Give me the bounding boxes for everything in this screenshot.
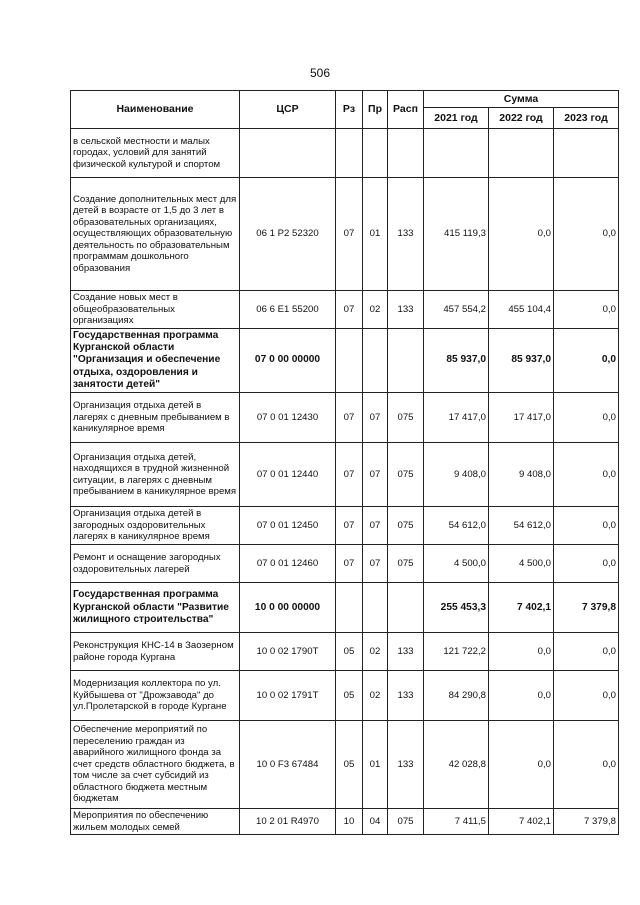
row-rasp bbox=[388, 583, 424, 633]
row-2022: 7 402,1 bbox=[489, 583, 554, 633]
header-csr: ЦСР bbox=[240, 91, 336, 129]
row-name: Создание новых мест в общеобразовательных организациях bbox=[71, 291, 240, 329]
budget-table bbox=[70, 90, 619, 835]
table-row bbox=[71, 443, 619, 507]
row-pr: 01 bbox=[363, 721, 388, 809]
row-pr bbox=[363, 583, 388, 633]
row-2023: 0,0 bbox=[554, 329, 619, 393]
row-2021: 42 028,8 bbox=[424, 721, 489, 809]
row-2021: 84 290,8 bbox=[424, 671, 489, 721]
row-2023: 0,0 bbox=[554, 545, 619, 583]
row-csr: 10 0 02 1791T bbox=[240, 671, 336, 721]
row-2022: 4 500,0 bbox=[489, 545, 554, 583]
row-pr: 01 bbox=[363, 178, 388, 291]
row-pr: 02 bbox=[363, 291, 388, 329]
row-name: Организация отдыха детей в лагерях с дневным пребыванием в каникулярное время bbox=[71, 393, 240, 443]
row-rz: 07 bbox=[336, 507, 363, 545]
row-2021: 7 411,5 bbox=[424, 809, 489, 835]
row-2021: 457 554,2 bbox=[424, 291, 489, 329]
row-2023 bbox=[554, 129, 619, 178]
header-2023: 2023 год bbox=[554, 108, 619, 129]
row-2022: 17 417,0 bbox=[489, 393, 554, 443]
row-name: Реконструкция КНС-14 в Заозерном районе города Кургана bbox=[71, 633, 240, 671]
header-2021: 2021 год bbox=[424, 108, 489, 129]
row-rz: 05 bbox=[336, 671, 363, 721]
row-2021: 4 500,0 bbox=[424, 545, 489, 583]
table-row bbox=[71, 633, 619, 671]
row-csr: 06 6 E1 55200 bbox=[240, 291, 336, 329]
row-csr: 10 0 00 00000 bbox=[240, 583, 336, 633]
row-2021: 54 612,0 bbox=[424, 507, 489, 545]
table-row bbox=[71, 507, 619, 545]
row-2022: 0,0 bbox=[489, 721, 554, 809]
row-pr: 07 bbox=[363, 545, 388, 583]
row-2021 bbox=[424, 129, 489, 178]
row-name: Организация отдыха детей, находящихся в трудной жизненной ситуации, в лагерях с дневным пребыванием в каникулярное время bbox=[71, 443, 240, 507]
row-rasp: 075 bbox=[388, 393, 424, 443]
row-rz: 10 bbox=[336, 809, 363, 835]
row-csr: 10 0 02 1790T bbox=[240, 633, 336, 671]
row-2022: 0,0 bbox=[489, 633, 554, 671]
row-pr: 04 bbox=[363, 809, 388, 835]
row-csr: 10 2 01 R4970 bbox=[240, 809, 336, 835]
row-rasp: 075 bbox=[388, 443, 424, 507]
row-pr: 02 bbox=[363, 633, 388, 671]
row-pr: 02 bbox=[363, 671, 388, 721]
row-2023: 0,0 bbox=[554, 671, 619, 721]
row-pr bbox=[363, 129, 388, 178]
row-pr bbox=[363, 329, 388, 393]
row-2023: 0,0 bbox=[554, 633, 619, 671]
row-2021: 415 119,3 bbox=[424, 178, 489, 291]
row-rasp: 133 bbox=[388, 291, 424, 329]
row-csr bbox=[240, 129, 336, 178]
row-2021: 85 937,0 bbox=[424, 329, 489, 393]
header-name: Наименование bbox=[71, 91, 240, 129]
row-name: Создание дополнительных мест для детей в возрасте от 1,5 до 3 лет в образовательных организациях, осуществляющих образовательную деятельность по образовательным программам дошкольного образования bbox=[71, 178, 240, 291]
row-name: Ремонт и оснащение загородных оздоровительных лагерей bbox=[71, 545, 240, 583]
header-rasp: Расп bbox=[388, 91, 424, 129]
row-name: в сельской местности и малых городах, условий для занятий физической культурой и спортом bbox=[71, 129, 240, 178]
row-rz: 07 bbox=[336, 443, 363, 507]
table-row bbox=[71, 393, 619, 443]
row-2023: 7 379,8 bbox=[554, 583, 619, 633]
table-row bbox=[71, 721, 619, 809]
row-rz bbox=[336, 329, 363, 393]
row-2021: 9 408,0 bbox=[424, 443, 489, 507]
row-2022: 54 612,0 bbox=[489, 507, 554, 545]
table-row bbox=[71, 671, 619, 721]
row-csr: 10 0 F3 67484 bbox=[240, 721, 336, 809]
row-rz: 07 bbox=[336, 545, 363, 583]
row-2022 bbox=[489, 129, 554, 178]
row-rz: 05 bbox=[336, 721, 363, 809]
row-rasp bbox=[388, 129, 424, 178]
row-csr: 07 0 01 12430 bbox=[240, 393, 336, 443]
row-rasp: 133 bbox=[388, 178, 424, 291]
program-row bbox=[71, 583, 619, 633]
row-rasp: 133 bbox=[388, 633, 424, 671]
row-name: Мероприятия по обеспечению жильем молодых семей bbox=[71, 809, 240, 835]
row-pr: 07 bbox=[363, 443, 388, 507]
row-2022: 0,0 bbox=[489, 178, 554, 291]
row-rz bbox=[336, 583, 363, 633]
header-pr: Пр bbox=[363, 91, 388, 129]
row-2023: 0,0 bbox=[554, 507, 619, 545]
row-2021: 121 722,2 bbox=[424, 633, 489, 671]
page-number: 506 bbox=[309, 66, 331, 80]
row-pr: 07 bbox=[363, 507, 388, 545]
row-2023: 0,0 bbox=[554, 291, 619, 329]
row-rasp bbox=[388, 329, 424, 393]
row-rz: 07 bbox=[336, 393, 363, 443]
row-2021: 17 417,0 bbox=[424, 393, 489, 443]
row-csr: 07 0 00 00000 bbox=[240, 329, 336, 393]
row-2022: 455 104,4 bbox=[489, 291, 554, 329]
table-row bbox=[71, 291, 619, 329]
row-name: Организация отдыха детей в загородных оздоровительных лагерях в каникулярное время bbox=[71, 507, 240, 545]
row-2022: 85 937,0 bbox=[489, 329, 554, 393]
row-csr: 06 1 P2 52320 bbox=[240, 178, 336, 291]
table-row bbox=[71, 545, 619, 583]
row-name: Обеспечение мероприятий по переселению граждан из аварийного жилищного фонда за счет средств областного бюджета, в том числе за счет субсидий из областного бюджета местным бюджетам bbox=[71, 721, 240, 809]
row-rasp: 075 bbox=[388, 809, 424, 835]
row-2022: 9 408,0 bbox=[489, 443, 554, 507]
row-rz bbox=[336, 129, 363, 178]
row-2022: 0,0 bbox=[489, 671, 554, 721]
row-2023: 0,0 bbox=[554, 393, 619, 443]
header-sum: Сумма bbox=[424, 91, 619, 108]
row-rasp: 133 bbox=[388, 671, 424, 721]
row-rasp: 133 bbox=[388, 721, 424, 809]
row-2023: 0,0 bbox=[554, 721, 619, 809]
row-csr: 07 0 01 12460 bbox=[240, 545, 336, 583]
row-rasp: 075 bbox=[388, 545, 424, 583]
row-csr: 07 0 01 12440 bbox=[240, 443, 336, 507]
row-pr: 07 bbox=[363, 393, 388, 443]
row-name: Государственная программа Курганской области "Развитие жилищного строительства" bbox=[71, 583, 240, 633]
row-2023: 7 379,8 bbox=[554, 809, 619, 835]
header-rz: Рз bbox=[336, 91, 363, 129]
program-row bbox=[71, 329, 619, 393]
row-rasp: 075 bbox=[388, 507, 424, 545]
row-2022: 7 402,1 bbox=[489, 809, 554, 835]
row-2021: 255 453,3 bbox=[424, 583, 489, 633]
table-row bbox=[71, 178, 619, 291]
row-2023: 0,0 bbox=[554, 178, 619, 291]
header-2022: 2022 год bbox=[489, 108, 554, 129]
row-rz: 05 bbox=[336, 633, 363, 671]
row-csr: 07 0 01 12450 bbox=[240, 507, 336, 545]
row-name: Модернизация коллектора по ул. Куйбышева от "Дрожзавода" до ул.Пролетарской в городе Кургане bbox=[71, 671, 240, 721]
row-rz: 07 bbox=[336, 178, 363, 291]
table-row bbox=[71, 809, 619, 835]
row-rz: 07 bbox=[336, 291, 363, 329]
row-2023: 0,0 bbox=[554, 443, 619, 507]
table-row bbox=[71, 129, 619, 178]
row-name: Государственная программа Курганской области "Организация и обеспечение отдыха, оздоровления и занятости детей" bbox=[71, 329, 240, 393]
